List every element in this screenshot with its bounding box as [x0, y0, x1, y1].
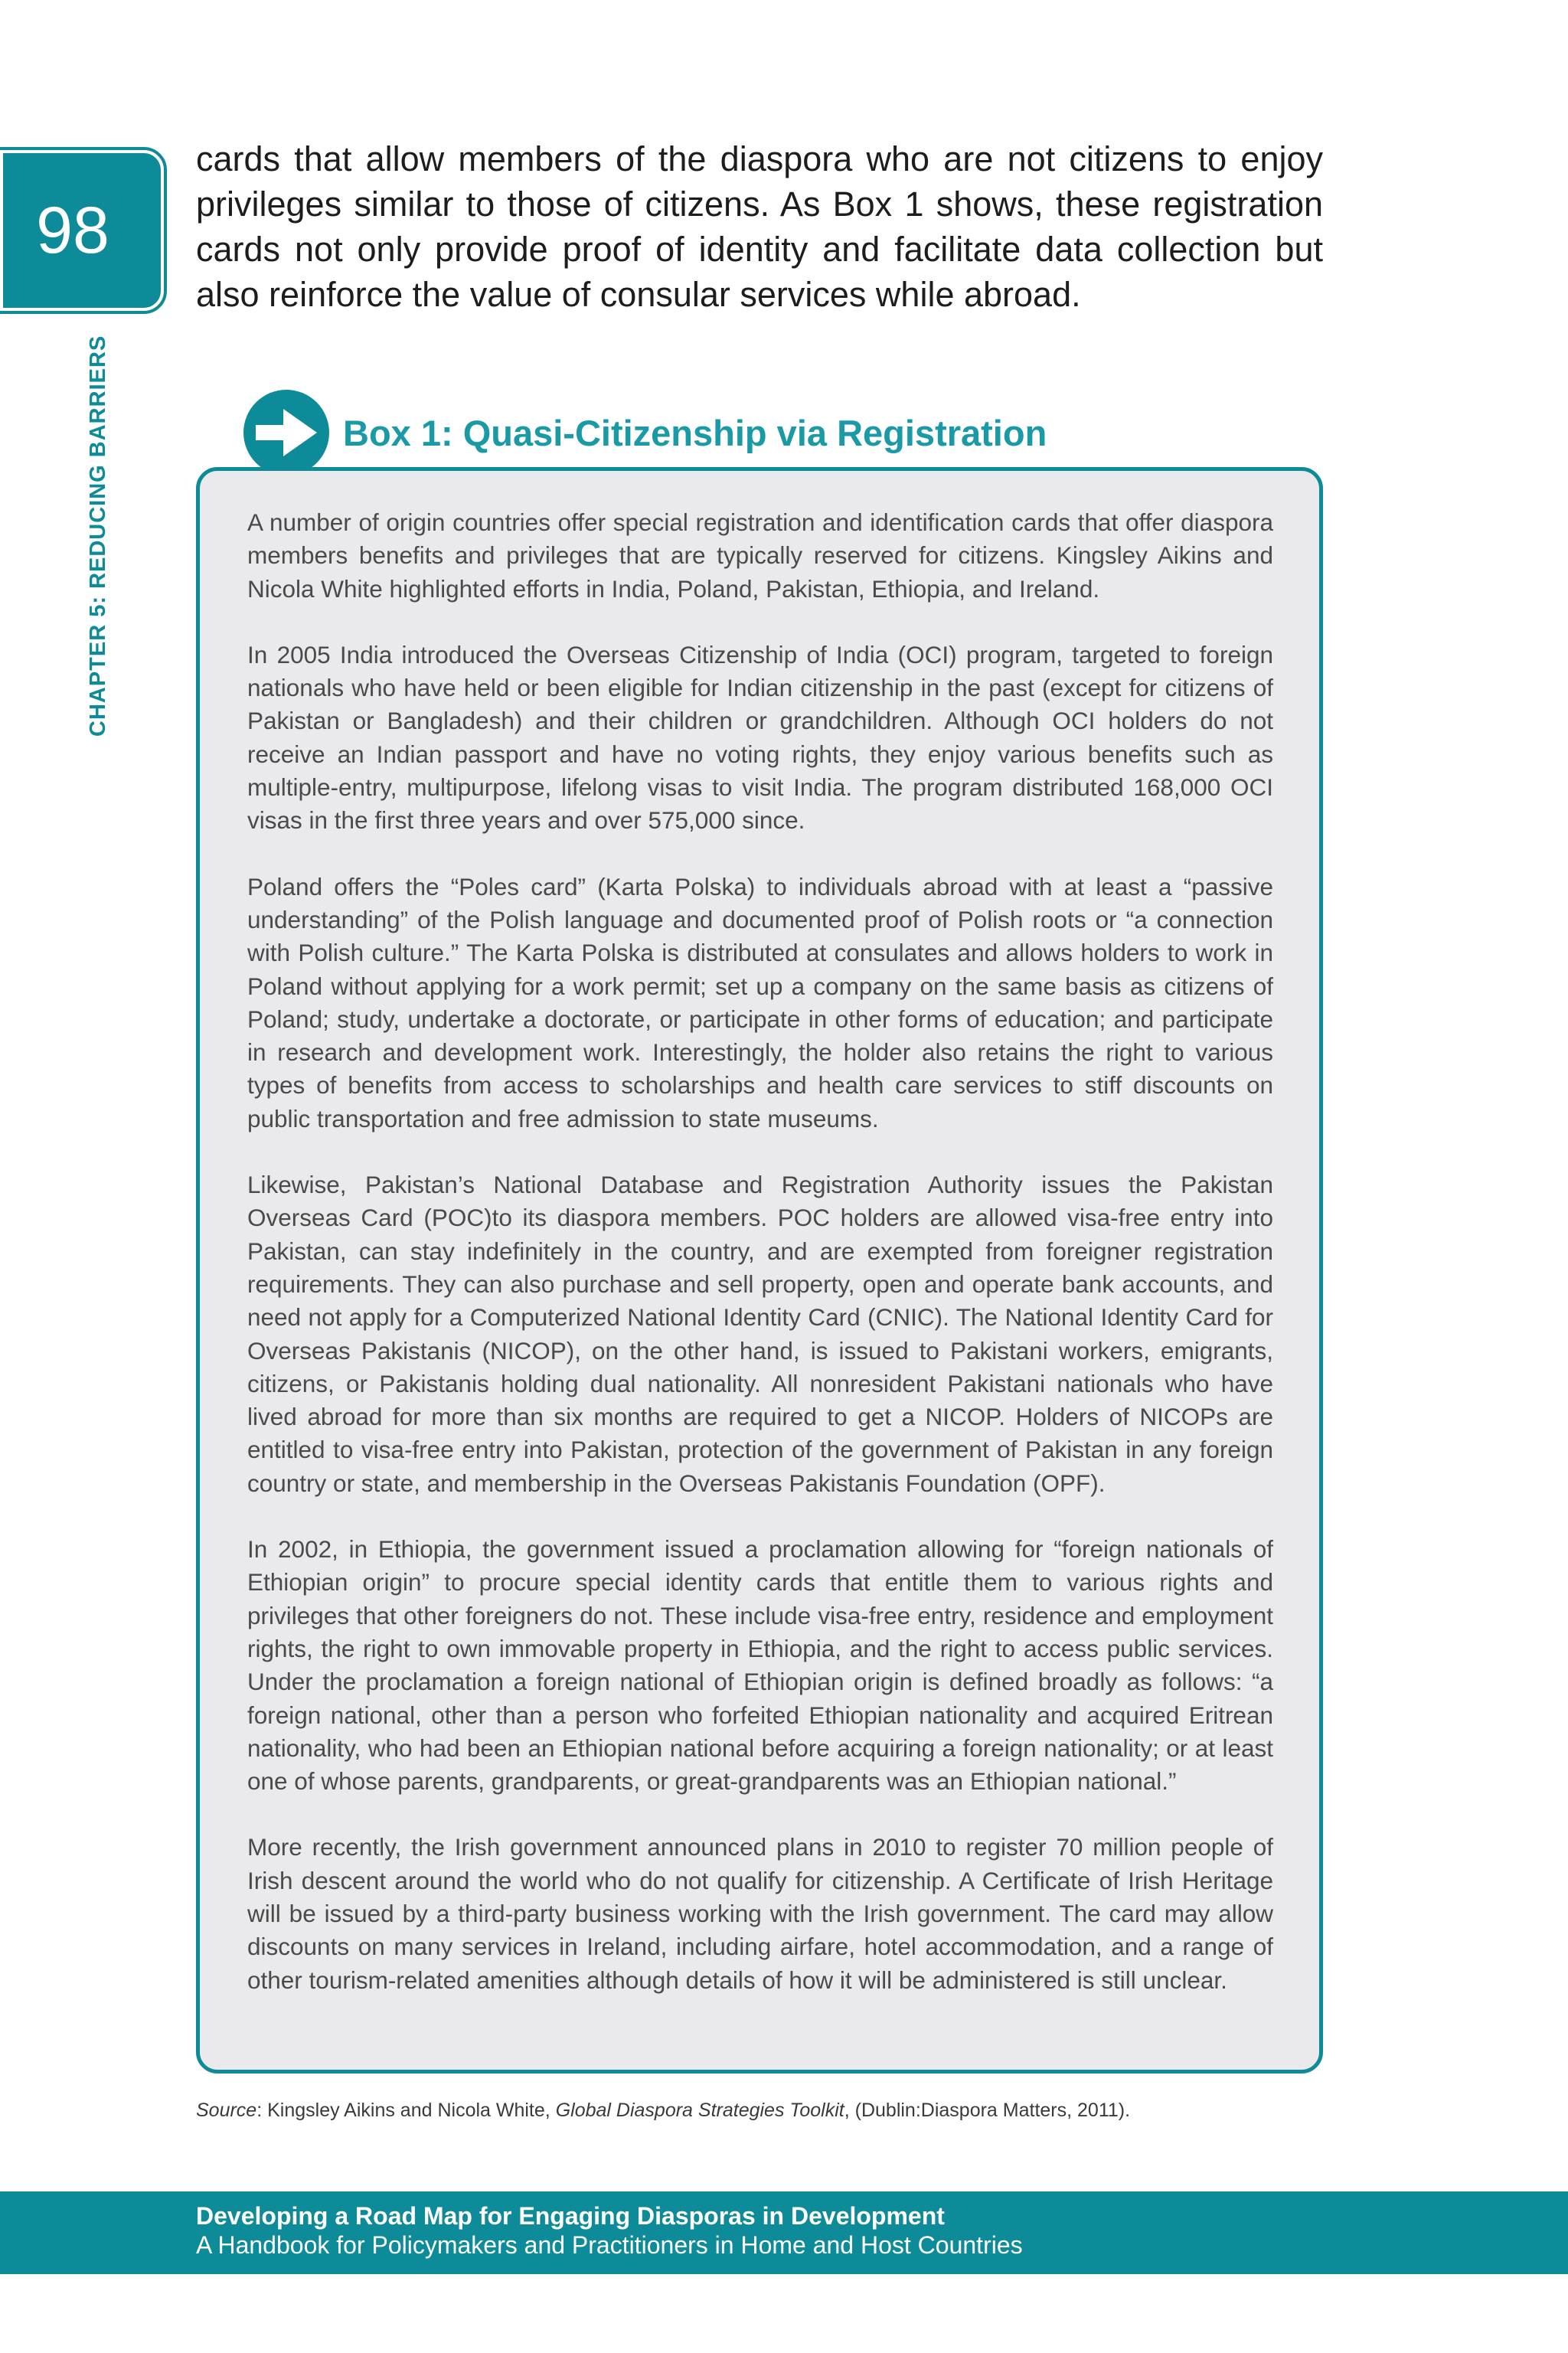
footer-title: Developing a Road Map for Engaging Diasporas in Development	[196, 2202, 945, 2230]
source-authors: : Kingsley Aikins and Nicola White,	[256, 2100, 556, 2121]
box-title: Box 1: Quasi-Citizenship via Registration	[343, 412, 1047, 453]
box-heading	[243, 391, 1047, 475]
box-panel	[196, 467, 1323, 2074]
source-label: Source	[196, 2100, 257, 2121]
source-citation	[196, 2100, 1323, 2122]
box-paragraph-intro: A number of origin countries offer special registration and identification cards that offer diaspora members benefits and privileges that are typically reserved for citizens. Kingsley Aikins and Nicola White highlighted efforts in India, Poland, Pakistan, Ethiopia, and Ireland.	[247, 508, 1273, 603]
page-number-tab	[0, 150, 164, 311]
page-number: 98	[36, 193, 109, 267]
footer-subtitle: A Handbook for Policymakers and Practitioners in Home and Host Countries	[196, 2231, 1023, 2259]
intro-paragraph: cards that allow members of the diaspora who are not citizens to enjoy privileges similar to those of citizens. As Box 1 shows, these registration cards not only provide proof of identity and facilitate data collection but also reinforce the value of consular services while abroad.	[196, 139, 1323, 314]
source-book-title: Global Diaspora Strategies Toolkit	[555, 2100, 844, 2121]
source-publication: , (Dublin:Diaspora Matters, 2011).	[844, 2100, 1131, 2121]
box-paragraph-india: In 2005 India introduced the Overseas Citizenship of India (OCI) program, targeted to foreign nationals who have held or been eligible for Indian citizenship in the past (except for citizens of Pakistan or Bangladesh) and their children or grandchildren. Although OCI holders do not receive an Indian passport and have no voting rights, they enjoy various benefits such as multiple-entry, multipurpose, lifelong visas to visit India. The program distributed 168,000 OCI visas in the first three years and over 575,000 since.	[247, 640, 1273, 835]
arrow-right-icon	[243, 390, 329, 476]
box-paragraph-poland: Poland offers the “Poles card” (Karta Polska) to individuals abroad with at least a “passive understanding” of the Polish language and documented proof of Polish roots or “a connection with Polish culture.” The Karta Polska is distributed at consulates and allows holders to work in Poland without applying for a work permit; set up a company on the same basis as citizens of Poland; study, undertake a doctorate, or participate in other forms of education; and participate in research and development work. Interestingly, the holder also retains the right to various types of benefits from access to scholarships and health care services to stiff discounts on public transportation and free admission to state museums.	[247, 872, 1273, 1132]
footer-band	[0, 2191, 1568, 2274]
box-paragraph-ireland: More recently, the Irish government announced plans in 2010 to register 70 million people of Irish descent around the world who do not qualify for citizenship. A Certificate of Irish Heritage will be issued by a third-party business working with the Irish government. The card may allow discounts on many services in Ireland, including airfare, hotel accommodation, and a range of other tourism-related amenities although details of how it will be administered is still unclear.	[247, 1833, 1273, 1994]
box-paragraph-ethiopia: In 2002, in Ethiopia, the government issued a proclamation allowing for “foreign nationals of Ethiopian origin” to procure special identity cards that entitle them to various rights and privileges that other foreigners do not. These include visa-free entry, residence and employment rights, the right to own immovable property in Ethiopia, and the right to access public services. Under the proclamation a foreign national of Ethiopian origin is defined broadly as follows: “a foreign national, other than a person who forfeited Ethiopian nationality and acquired Eritrean nationality, who had been an Ethiopian national before acquiring a foreign nationality; or at least one of whose parents, grandparents, or great-grandparents was an Ethiopian national.”	[247, 1535, 1273, 1796]
box-paragraph-pakistan: Likewise, Pakistan’s National Database and Registration Authority issues the Pakistan Overseas Card (POC)to its diaspora members. POC holders are allowed visa-free entry into Pakistan, can stay indefinitely in the country, and are exempted from foreigner registration requirements. They can also purchase and sell property, open and operate bank accounts, and need not apply for a Computerized National Identity Card (CNIC). The National Identity Card for Overseas Pakistanis (NICOP), on the other hand, is issued to Pakistani workers, emigrants, citizens, or Pakistanis holding dual nationality. All nonresident Pakistani nationals who have lived abroad for more than six months are required to get a NICOP. Holders of NICOPs are entitled to visa-free entry into Pakistan, protection of the government of Pakistan in any foreign country or state, and membership in the Overseas Pakistanis Foundation (OPF).	[247, 1171, 1273, 1497]
chapter-label: CHAPTER 5: REDUCING BARRIERS	[86, 335, 110, 737]
